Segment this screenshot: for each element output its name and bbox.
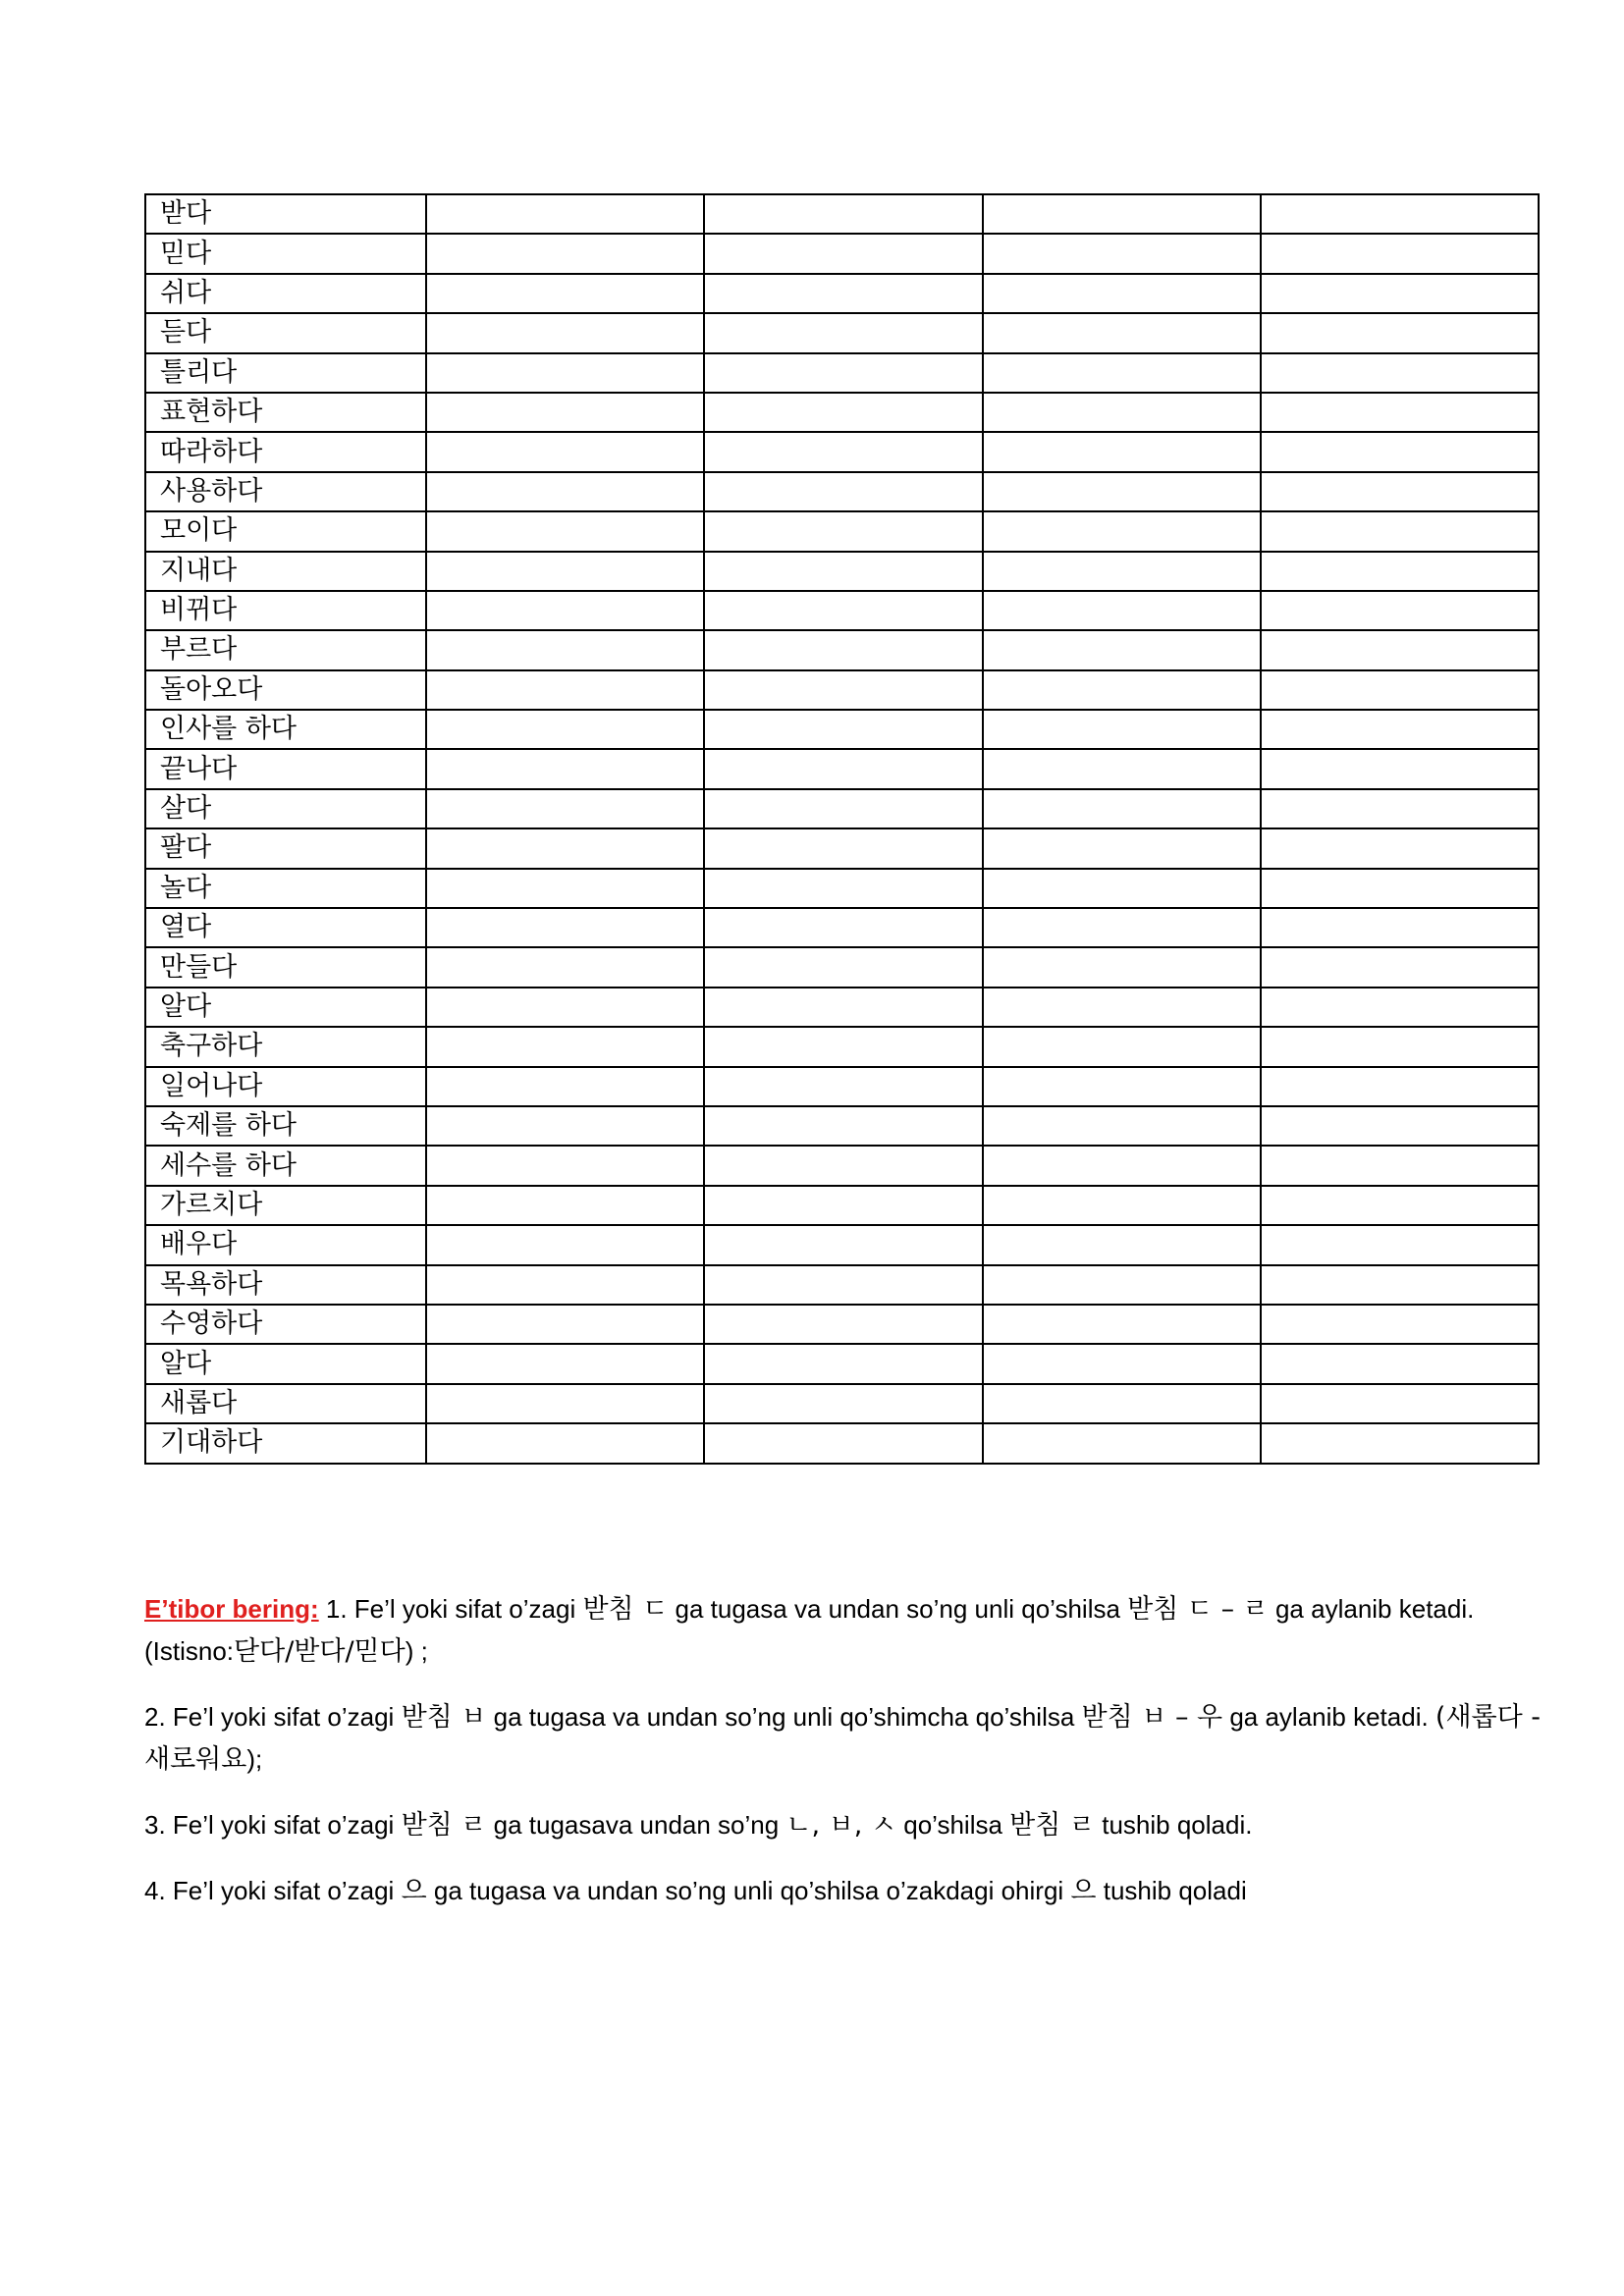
rule-1-korean-b: 받침 ㄷ: [582, 1594, 669, 1625]
table-row: [145, 947, 1539, 987]
answer-cell[interactable]: [983, 630, 1261, 669]
answer-cell[interactable]: [1261, 432, 1539, 471]
answer-cell[interactable]: [426, 1106, 704, 1146]
verb-cell: 기대하다: [145, 1423, 426, 1463]
answer-cell[interactable]: [426, 749, 704, 788]
verb-cell: 받다: [145, 194, 426, 234]
answer-cell[interactable]: [983, 789, 1261, 828]
answer-cell[interactable]: [1261, 789, 1539, 828]
answer-cell[interactable]: [983, 947, 1261, 987]
answer-cell[interactable]: [426, 670, 704, 710]
rule-1-korean-f: 닫다/받다/믿다: [234, 1636, 406, 1667]
answer-cell[interactable]: [426, 1027, 704, 1066]
verb-cell: 부르다: [145, 630, 426, 669]
table-row: [145, 789, 1539, 828]
rule-3-text-e: qo’shilsa: [896, 1810, 1010, 1840]
answer-cell[interactable]: [1261, 988, 1539, 1027]
answer-cell[interactable]: [983, 988, 1261, 1027]
verb-cell: 돌아오다: [145, 670, 426, 710]
answer-cell[interactable]: [426, 393, 704, 432]
answer-cell[interactable]: [704, 432, 982, 471]
verb-cell: 일어나다: [145, 1067, 426, 1106]
rule-3: [144, 1804, 1548, 1846]
answer-cell[interactable]: [704, 1146, 982, 1185]
answer-cell[interactable]: [983, 274, 1261, 313]
answer-cell[interactable]: [426, 988, 704, 1027]
rule-3-korean-d: ㄴ, ㅂ, ㅅ: [785, 1810, 897, 1841]
verb-cell: 축구하다: [145, 1027, 426, 1066]
answer-cell[interactable]: [983, 234, 1261, 273]
answer-cell[interactable]: [1261, 234, 1539, 273]
rule-3-text-c: ga tugasava undan so’ng: [486, 1810, 786, 1840]
attention-label: E’tibor bering:: [144, 1594, 319, 1624]
table-row: [145, 710, 1539, 749]
answer-cell[interactable]: [704, 828, 982, 868]
verb-cell: 틀리다: [145, 353, 426, 393]
verb-cell: 끝나다: [145, 749, 426, 788]
verb-cell: 배우다: [145, 1225, 426, 1264]
table-row: [145, 1384, 1539, 1423]
answer-cell[interactable]: [426, 274, 704, 313]
answer-cell[interactable]: [983, 1225, 1261, 1264]
answer-cell[interactable]: [1261, 393, 1539, 432]
answer-cell[interactable]: [704, 710, 982, 749]
answer-cell[interactable]: [426, 552, 704, 591]
table-row: [145, 988, 1539, 1027]
answer-cell[interactable]: [983, 1265, 1261, 1305]
table-row: [145, 591, 1539, 630]
rule-4: [144, 1870, 1548, 1912]
answer-cell[interactable]: [704, 1225, 982, 1264]
answer-cell[interactable]: [704, 789, 982, 828]
verb-cell: 믿다: [145, 234, 426, 273]
answer-cell[interactable]: [426, 1225, 704, 1264]
answer-cell[interactable]: [1261, 313, 1539, 352]
rule-1-text-e: ga aylanib ketadi. (Istisno:: [144, 1594, 1475, 1666]
rule-4-text-a: 4. Fe’l yoki sifat o’zagi: [144, 1876, 402, 1905]
table-row: [145, 1225, 1539, 1264]
rule-4-korean-d: 으: [1070, 1876, 1097, 1906]
answer-cell[interactable]: [1261, 511, 1539, 551]
answer-cell[interactable]: [1261, 1146, 1539, 1185]
answer-cell[interactable]: [1261, 194, 1539, 234]
verb-conjugation-table: [144, 193, 1540, 1465]
answer-cell[interactable]: [704, 1027, 982, 1066]
table-row: [145, 393, 1539, 432]
table-row: [145, 869, 1539, 908]
answer-cell[interactable]: [704, 234, 982, 273]
table-row: [145, 1344, 1539, 1383]
answer-cell[interactable]: [704, 749, 982, 788]
verb-cell: 지내다: [145, 552, 426, 591]
rule-2-korean-d: 받침 ㅂ – 우: [1081, 1702, 1223, 1733]
answer-cell[interactable]: [704, 630, 982, 669]
verb-cell: 알다: [145, 1344, 426, 1383]
rule-1: [144, 1588, 1548, 1673]
answer-cell[interactable]: [704, 869, 982, 908]
answer-cell[interactable]: [983, 1067, 1261, 1106]
verb-cell: 놀다: [145, 869, 426, 908]
answer-cell[interactable]: [704, 670, 982, 710]
answer-cell[interactable]: [983, 591, 1261, 630]
answer-cell[interactable]: [426, 511, 704, 551]
table-row: [145, 1067, 1539, 1106]
table-row: [145, 194, 1539, 234]
answer-cell[interactable]: [426, 1384, 704, 1423]
table-row: [145, 670, 1539, 710]
answer-cell[interactable]: [983, 511, 1261, 551]
answer-cell[interactable]: [983, 670, 1261, 710]
table-row: [145, 552, 1539, 591]
table-row: [145, 1186, 1539, 1225]
verb-cell: 열다: [145, 908, 426, 947]
table-row: [145, 1265, 1539, 1305]
table-row: [145, 234, 1539, 273]
answer-cell[interactable]: [1261, 552, 1539, 591]
answer-cell[interactable]: [983, 828, 1261, 868]
answer-cell[interactable]: [1261, 274, 1539, 313]
answer-cell[interactable]: [704, 1305, 982, 1344]
rule-3-text-a: 3. Fe’l yoki sifat o’zagi: [144, 1810, 402, 1840]
answer-cell[interactable]: [426, 194, 704, 234]
answer-cell[interactable]: [1261, 947, 1539, 987]
answer-cell[interactable]: [983, 1384, 1261, 1423]
verb-cell: 표현하다: [145, 393, 426, 432]
answer-cell[interactable]: [983, 313, 1261, 352]
rule-2-korean-b: 받침 ㅂ: [401, 1702, 487, 1733]
verb-cell: 숙제를 하다: [145, 1106, 426, 1146]
answer-cell[interactable]: [1261, 1344, 1539, 1383]
answer-cell[interactable]: [704, 393, 982, 432]
table-row: [145, 472, 1539, 511]
table-row: [145, 313, 1539, 352]
answer-cell[interactable]: [983, 552, 1261, 591]
answer-cell[interactable]: [983, 869, 1261, 908]
answer-cell[interactable]: [704, 472, 982, 511]
answer-cell[interactable]: [983, 908, 1261, 947]
verb-cell: 가르치다: [145, 1186, 426, 1225]
rule-3-korean-f: 받침 ㄹ: [1009, 1810, 1096, 1841]
verb-cell: 수영하다: [145, 1305, 426, 1344]
answer-cell[interactable]: [1261, 869, 1539, 908]
rule-3-text-g: tushib qoladi.: [1095, 1810, 1253, 1840]
answer-cell[interactable]: [983, 393, 1261, 432]
answer-cell[interactable]: [426, 432, 704, 471]
answer-cell[interactable]: [704, 1067, 982, 1106]
answer-cell[interactable]: [426, 472, 704, 511]
rule-2: [144, 1696, 1548, 1781]
answer-cell[interactable]: [1261, 828, 1539, 868]
answer-cell[interactable]: [1261, 1186, 1539, 1225]
answer-cell[interactable]: [983, 1146, 1261, 1185]
answer-cell[interactable]: [1261, 1384, 1539, 1423]
answer-cell[interactable]: [704, 552, 982, 591]
table-row: [145, 1106, 1539, 1146]
answer-cell[interactable]: [704, 313, 982, 352]
answer-cell[interactable]: [426, 828, 704, 868]
verb-cell: 살다: [145, 789, 426, 828]
answer-cell[interactable]: [704, 591, 982, 630]
answer-cell[interactable]: [1261, 353, 1539, 393]
answer-cell[interactable]: [426, 869, 704, 908]
table-row: [145, 274, 1539, 313]
answer-cell[interactable]: [426, 947, 704, 987]
answer-cell[interactable]: [1261, 670, 1539, 710]
verb-cell: 새롭다: [145, 1384, 426, 1423]
answer-cell[interactable]: [1261, 1305, 1539, 1344]
answer-cell[interactable]: [983, 353, 1261, 393]
answer-cell[interactable]: [983, 749, 1261, 788]
rule-2-korean-f: (새롭다 - 새로워요: [144, 1702, 1542, 1775]
answer-cell[interactable]: [704, 947, 982, 987]
verb-cell: 듣다: [145, 313, 426, 352]
rule-2-text-e: ga aylanib ketadi.: [1222, 1702, 1435, 1732]
answer-cell[interactable]: [426, 630, 704, 669]
table-row: [145, 1146, 1539, 1185]
answer-cell[interactable]: [426, 1344, 704, 1383]
rule-3-korean-b: 받침 ㄹ: [401, 1810, 487, 1841]
rule-4-text-e: tushib qoladi: [1096, 1876, 1247, 1905]
rule-2-text-c: ga tugasa va undan so’ng unli qo’shimcha qo’shilsa: [486, 1702, 1082, 1732]
verb-cell: 만들다: [145, 947, 426, 987]
rule-1-text-a: 1. Fe’l yoki sifat o’zagi: [318, 1594, 583, 1624]
table-row: [145, 511, 1539, 551]
answer-cell[interactable]: [426, 353, 704, 393]
table-row: [145, 749, 1539, 788]
answer-cell[interactable]: [1261, 1265, 1539, 1305]
answer-cell[interactable]: [704, 274, 982, 313]
answer-cell[interactable]: [426, 1305, 704, 1344]
answer-cell[interactable]: [983, 1186, 1261, 1225]
rule-1-text-g: ) ;: [405, 1636, 428, 1666]
answer-cell[interactable]: [704, 353, 982, 393]
verb-cell: 팔다: [145, 828, 426, 868]
verb-cell: 알다: [145, 988, 426, 1027]
rule-4-korean-b: 으: [401, 1876, 427, 1906]
table-row: [145, 630, 1539, 669]
answer-cell[interactable]: [1261, 1067, 1539, 1106]
answer-cell[interactable]: [426, 313, 704, 352]
answer-cell[interactable]: [1261, 1106, 1539, 1146]
answer-cell[interactable]: [704, 1186, 982, 1225]
answer-cell[interactable]: [426, 1186, 704, 1225]
verb-cell: 쉬다: [145, 274, 426, 313]
verb-cell: 인사를 하다: [145, 710, 426, 749]
answer-cell[interactable]: [426, 591, 704, 630]
answer-cell[interactable]: [983, 194, 1261, 234]
rule-1-korean-d: 받침 ㄷ – ㄹ: [1127, 1594, 1269, 1625]
verb-table-body: [145, 194, 1539, 1464]
answer-cell[interactable]: [1261, 1423, 1539, 1463]
answer-cell[interactable]: [1261, 472, 1539, 511]
table-row: [145, 908, 1539, 947]
answer-cell[interactable]: [704, 1265, 982, 1305]
verb-cell: 목욕하다: [145, 1265, 426, 1305]
answer-cell[interactable]: [704, 988, 982, 1027]
answer-cell[interactable]: [983, 432, 1261, 471]
answer-cell[interactable]: [983, 472, 1261, 511]
answer-cell[interactable]: [1261, 1225, 1539, 1264]
answer-cell[interactable]: [983, 1305, 1261, 1344]
answer-cell[interactable]: [1261, 710, 1539, 749]
verb-cell: 세수를 하다: [145, 1146, 426, 1185]
answer-cell[interactable]: [704, 511, 982, 551]
answer-cell[interactable]: [704, 1344, 982, 1383]
answer-cell[interactable]: [426, 710, 704, 749]
table-row: [145, 828, 1539, 868]
answer-cell[interactable]: [983, 1106, 1261, 1146]
answer-cell[interactable]: [426, 789, 704, 828]
answer-cell[interactable]: [983, 710, 1261, 749]
grammar-notes: [144, 1588, 1548, 1936]
answer-cell[interactable]: [704, 908, 982, 947]
answer-cell[interactable]: [1261, 749, 1539, 788]
answer-cell[interactable]: [1261, 630, 1539, 669]
verb-cell: 사용하다: [145, 472, 426, 511]
rule-2-text-a: 2. Fe’l yoki sifat o’zagi: [144, 1702, 402, 1732]
answer-cell[interactable]: [983, 1344, 1261, 1383]
answer-cell[interactable]: [1261, 1027, 1539, 1066]
verb-cell: 모이다: [145, 511, 426, 551]
answer-cell[interactable]: [426, 1146, 704, 1185]
answer-cell[interactable]: [704, 1384, 982, 1423]
answer-cell[interactable]: [426, 1067, 704, 1106]
table-row: [145, 353, 1539, 393]
rule-2-text-g: );: [246, 1744, 263, 1774]
answer-cell[interactable]: [1261, 908, 1539, 947]
answer-cell[interactable]: [426, 908, 704, 947]
answer-cell[interactable]: [426, 234, 704, 273]
answer-cell[interactable]: [704, 194, 982, 234]
answer-cell[interactable]: [704, 1106, 982, 1146]
table-row: [145, 432, 1539, 471]
rule-4-text-c: ga tugasa va undan so’ng unli qo’shilsa o’zakdagi ohirgi: [426, 1876, 1071, 1905]
answer-cell[interactable]: [1261, 591, 1539, 630]
answer-cell[interactable]: [426, 1265, 704, 1305]
answer-cell[interactable]: [426, 1423, 704, 1463]
table-row: [145, 1423, 1539, 1463]
verb-cell: 따라하다: [145, 432, 426, 471]
rule-1-text-c: ga tugasa va undan so’ng unli qo’shilsa: [668, 1594, 1128, 1624]
table-row: [145, 1027, 1539, 1066]
answer-cell[interactable]: [983, 1027, 1261, 1066]
answer-cell[interactable]: [704, 1423, 982, 1463]
answer-cell[interactable]: [983, 1423, 1261, 1463]
table-row: [145, 1305, 1539, 1344]
verb-cell: 비뀌다: [145, 591, 426, 630]
